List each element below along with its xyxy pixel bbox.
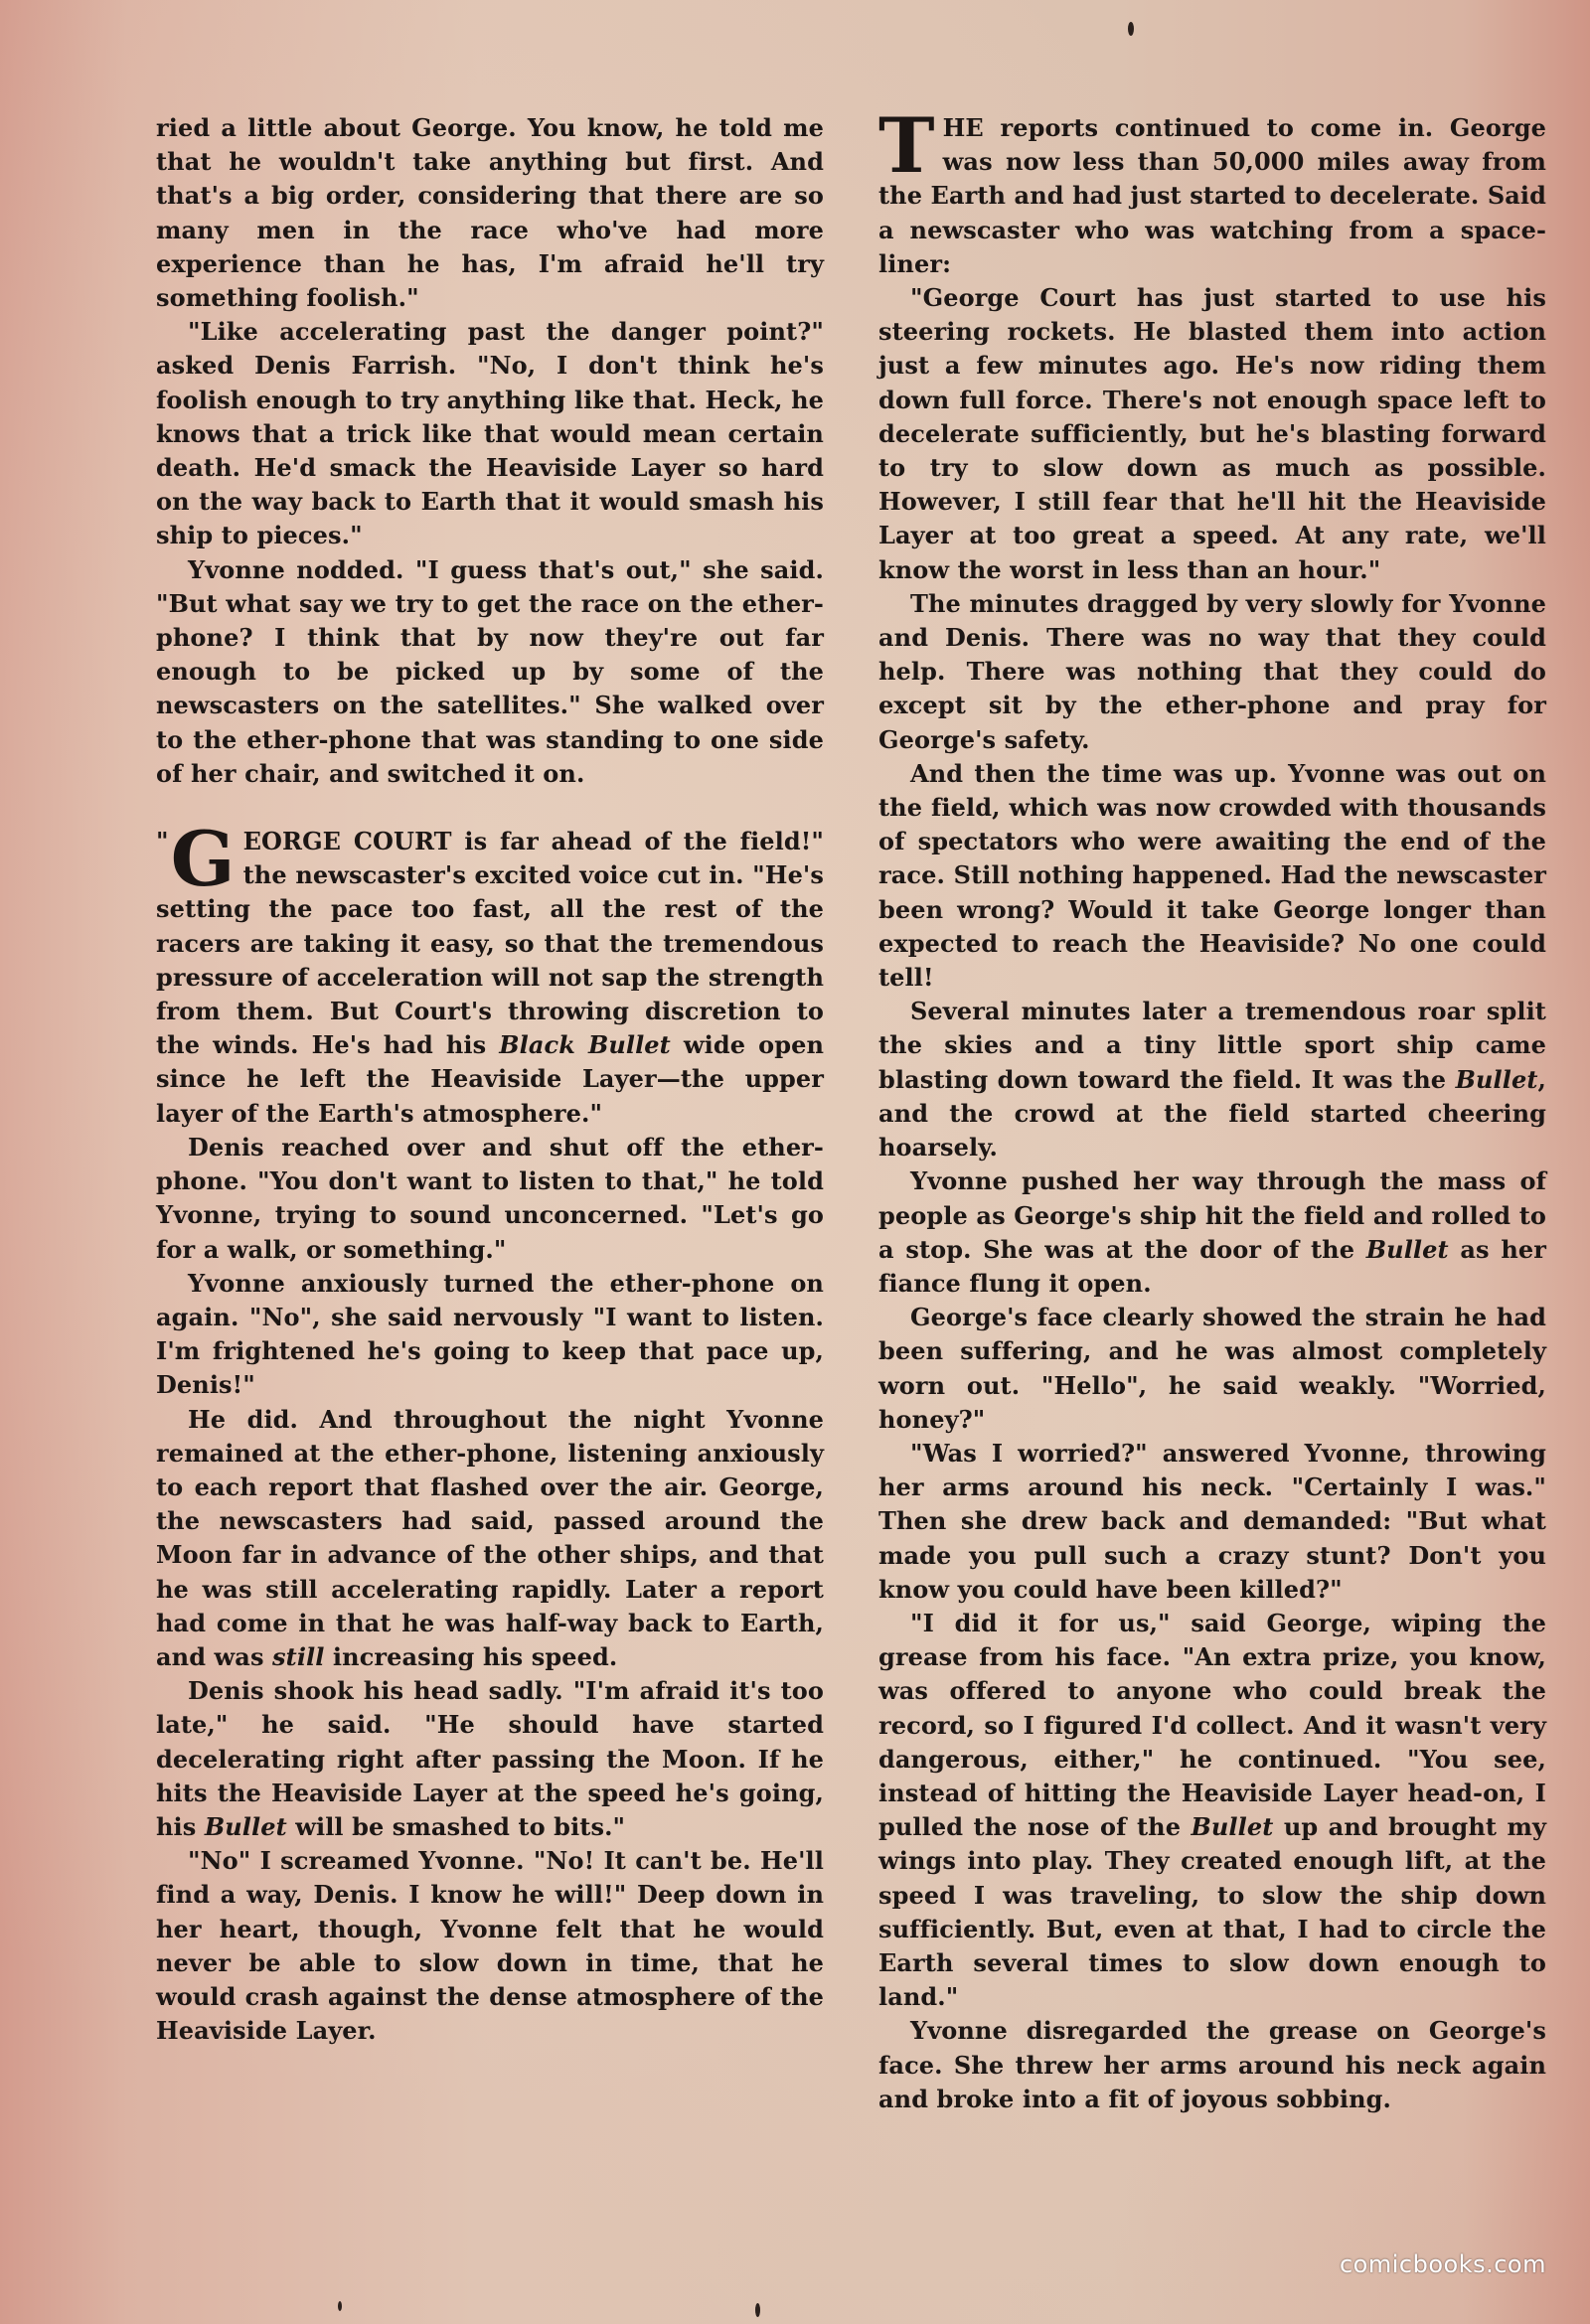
paragraph-text: as her fiance flung it open.: [878, 1234, 1546, 1298]
paragraph-text: Denis shook his head sadly. "I'm afraid it's too late," he said. "He should have started decelerating right after passing the Moon. If he hits the Heaviside Layer at the speed he's going, his: [156, 1676, 824, 1841]
paragraph: [156, 1403, 824, 1675]
paragraph: The minutes dragged by very slowly for Yvonne and Denis. There was no way that they could help. There was nothing that they could do except sit by the ether-phone and pray for George's safety.: [878, 588, 1546, 754]
paragraph-text: Yvonne pushed her way through the mass of people as George's ship hit the field and rolled to a stop. She was at the door of the: [878, 1166, 1546, 1264]
italic-text: still: [272, 1641, 325, 1671]
paragraph-text: , and the crowd at the field started cheering hoarsely.: [878, 1064, 1546, 1162]
paragraph: "Was I worried?" answered Yvonne, throwing her arms around his neck. "Certainly I was." Then she drew back and demanded: "But what made you pull such a crazy stunt? Don't you know you could have been killed?": [878, 1438, 1546, 1604]
right-text-column: [878, 101, 1546, 2116]
paragraph-text: Several minutes later a tremendous roar split the skies and a tiny little sport ship came blasting down toward the field. It was the: [878, 997, 1546, 1094]
left-text-column: [156, 111, 824, 2048]
italic-text: Bullet: [1191, 1812, 1274, 1842]
paragraph-text: EORGE COURT is far ahead of the field!" the newscaster's excited voice cut in. "He's setting the pace too fast, all the rest of the racers are taking it easy, so that the tremendous pressure of acceleration will not sap the strength from them. But Court's throwing discretion to the winds. He's had his: [156, 827, 824, 1060]
paragraph-text: "I did it for us," said George, wiping the grease from his face. "An extra prize, you know, was offered to anyone who could break the record, so I figured I'd collect. And it wasn't very dangerous, either," he continued. "You see, instead of hitting the Heaviside Layer head-on, I pulled the nose of the: [878, 1608, 1546, 1842]
ink-speck: [755, 2303, 760, 2317]
paragraph-text: He did. And throughout the night Yvonne remained at the ether-phone, listening anxiously to each report that flashed over the air. George, the newscasters had said, passed around the Moon far in advance of the other ships, and that he was still accelerating rapidly. Later a report had come in that he was half-way back to Earth, and was: [156, 1404, 824, 1671]
paragraph: George's face clearly showed the strain he had been suffering, and he was almost completely worn out. "Hello", he said weakly. "Worried, honey?": [878, 1303, 1546, 1434]
paragraph: [156, 1674, 824, 1844]
section-break: [156, 791, 824, 825]
paragraph: "No" I screamed Yvonne. "No! It can't be. He'll find a way, Denis. I know he will!" Deep down in her heart, though, Yvonne felt that he would never be able to slow down in time, that he would crash against the dense atmosphere of the Heaviside Layer.: [156, 1846, 824, 2046]
paragraph-text: will be smashed to bits.": [286, 1811, 626, 1841]
paragraph-text: wide open since he left the Heaviside Layer—the upper layer of the Earth's atmosphere.": [156, 1030, 825, 1128]
italic-text: Bullet: [204, 1811, 287, 1841]
paragraph: [878, 995, 1546, 1164]
paragraph: [878, 1164, 1546, 1301]
italic-text: Bullet: [1455, 1064, 1538, 1094]
paragraph: Yvonne disregarded the grease on George's face. She threw her arms around his neck again and broke into a fit of joyous sobbing.: [878, 2016, 1546, 2113]
paragraph: "George Court has just started to use his steering rockets. He blasted them into action just a few minutes ago. He's now riding them down full force. There's not enough space left to decelerate sufficiently, but he's blasting forward to try to slow down as much as possible. However, I still fear that he'll hit the Heaviside Layer at too great a speed. At any rate, we'll know the worst in less than an hour.": [878, 283, 1546, 584]
paragraph: Denis reached over and shut off the ether-phone. "You don't want to listen to that," he told Yvonne, trying to sound unconcerned. "Let's go for a walk, or something.": [156, 1132, 824, 1264]
ink-speck: [1128, 22, 1134, 36]
paragraph: And then the time was up. Yvonne was out on the field, which was now crowded with thousands of spectators who were awaiting the end of the race. Still nothing happened. Had the newscaster been wrong? Would it take George longer than expected to reach the Heaviside? No one could tell!: [878, 758, 1546, 993]
paragraph-text: up and brought my wings into play. They created enough lift, at the speed I was traveling, to slow the ship down sufficiently. But, even at that, I had to circle the Earth several times to slow down enough to land.": [878, 1812, 1546, 2012]
paragraph-with-dropcap: [156, 815, 825, 1131]
open-quote: ": [156, 827, 169, 856]
paragraph-text: HE reports continued to come in. George was now less than 50,000 miles away from the Earth and had just started to decelerate. Said a newscaster who was watching from a space-liner:: [878, 113, 1546, 278]
drop-cap: G: [170, 815, 236, 904]
paragraph-with-dropcap: [878, 101, 1546, 281]
paragraph: ried a little about George. You know, he told me that he wouldn't take anything but first. And that's a big order, considering that there are so many men in the race who've had more experience than he has, I'm afraid he'll try something foolish.": [156, 113, 824, 313]
drop-cap: T: [878, 101, 935, 190]
ink-speck: [338, 2301, 342, 2311]
paragraph-text: increasing his speed.: [324, 1641, 618, 1671]
site-watermark: comicbooks.com: [1339, 2250, 1546, 2278]
italic-text: Bullet: [1365, 1234, 1449, 1264]
paragraph: Yvonne nodded. "I guess that's out," she said. "But what say we try to get the race on the ether-phone? I think that by now they're out far enough to be picked up by some of the newscasters on the satellites." She walked over to the ether-phone that was standing to one side of her chair, and switched it on.: [156, 554, 824, 788]
paragraph: [878, 1607, 1546, 2014]
paragraph: Yvonne anxiously turned the ether-phone on again. "No", she said nervously "I want to listen. I'm frightened he's going to keep that pace up, Denis!": [156, 1268, 824, 1400]
italic-text: Black Bullet: [499, 1030, 671, 1060]
paragraph: "Like accelerating past the danger point?" asked Denis Farrish. "No, I don't think he's foolish enough to try anything like that. Heck, he knows that a trick like that would mean certain death. He'd smack the Heaviside Layer so hard on the way back to Earth that it would smash his ship to pieces.": [156, 317, 824, 550]
